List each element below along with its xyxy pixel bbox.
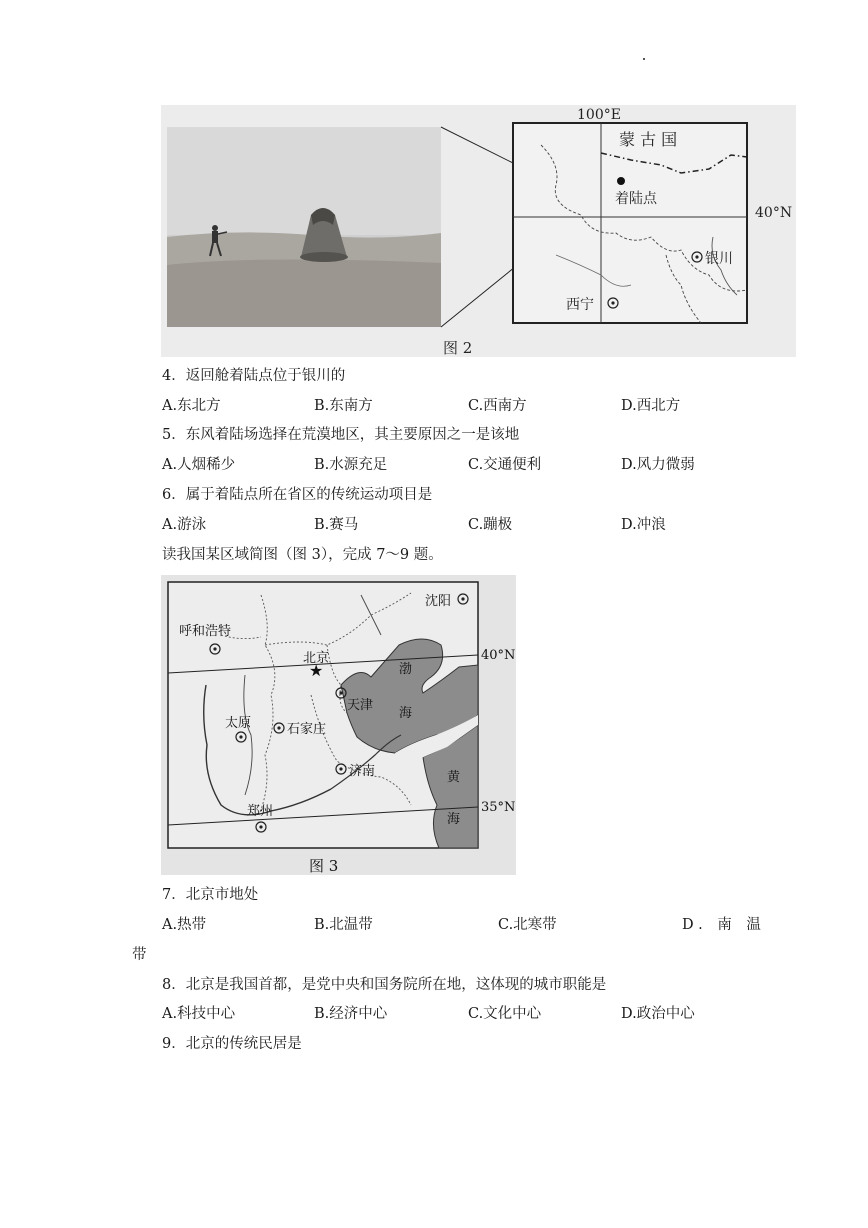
huanghai-label-2: 海 — [447, 812, 461, 827]
meridian-label: 100°E — [577, 107, 621, 123]
taiyuan-label: 太原 — [225, 716, 252, 731]
lat35-label: 35°N — [481, 800, 516, 815]
question-4-stem: 4．返回舱着陆点位于银川的 — [162, 368, 346, 384]
q4-option-a: A.东北方 — [162, 398, 221, 414]
page-mark — [643, 58, 645, 60]
parallel-label: 40°N — [755, 205, 793, 221]
figure-2-caption: 图 2 — [443, 339, 473, 357]
q7-option-b: B.北温带 — [314, 917, 373, 933]
q4-option-c: C.西南方 — [468, 398, 527, 414]
country-label: 蒙 古 国 — [619, 130, 678, 149]
q8-option-a: A.科技中心 — [162, 1006, 236, 1022]
huhehaote-label: 呼和浩特 — [179, 624, 232, 639]
q7-option-d: D. 南 温 — [682, 917, 766, 933]
question-7-stem: 7．北京市地处 — [162, 887, 259, 903]
question-9-stem: 9．北京的传统民居是 — [162, 1036, 302, 1052]
landing-label: 着陆点 — [615, 191, 657, 207]
figure-2-graphic — [161, 105, 796, 357]
section-intro: 读我国某区域简图（图 3），完成 7～9 题。 — [162, 547, 443, 563]
q8-option-d: D.政治中心 — [621, 1006, 695, 1022]
beijing-star-icon: ★ — [309, 661, 324, 680]
q7-option-a: A.热带 — [162, 917, 207, 933]
q5-option-a: A.人烟稀少 — [162, 457, 236, 473]
question-8-stem: 8．北京是我国首都，是党中央和国务院所在地，这体现的城市职能是 — [162, 977, 607, 993]
huanghai-label-1: 黄 — [447, 770, 461, 785]
landing-point-marker — [617, 177, 625, 185]
q5-option-d: D.风力微弱 — [621, 457, 695, 473]
bohai-label-2: 海 — [399, 706, 413, 721]
yinchuan-label: 银川 — [705, 251, 733, 267]
q5-option-c: C.交通便利 — [468, 457, 542, 473]
q8-option-b: B.经济中心 — [314, 1006, 388, 1022]
q7-option-d-wrap: 带 — [132, 947, 147, 963]
q6-option-c: C.蹦极 — [468, 517, 513, 533]
jinan-label: 济南 — [349, 764, 376, 779]
q7-option-c: C.北寒带 — [498, 917, 557, 933]
bohai-label-1: 渤 — [399, 662, 413, 677]
figure-2 — [161, 105, 796, 357]
figure-3-graphic — [161, 575, 516, 875]
question-6-stem: 6．属于着陆点所在省区的传统运动项目是 — [162, 487, 433, 503]
question-5-stem: 5．东风着陆场选择在荒漠地区，其主要原因之一是该地 — [162, 427, 520, 443]
shijiazhuang-label: 石家庄 — [287, 722, 327, 737]
q5-option-b: B.水源充足 — [314, 457, 388, 473]
figure-3 — [161, 575, 516, 875]
q6-option-d: D.冲浪 — [621, 517, 666, 533]
q6-option-b: B.赛马 — [314, 517, 359, 533]
lat40-label: 40°N — [481, 648, 516, 663]
q8-option-c: C.文化中心 — [468, 1006, 542, 1022]
q4-option-b: B.东南方 — [314, 398, 373, 414]
figure-3-caption: 图 3 — [309, 857, 339, 875]
q4-option-d: D.西北方 — [621, 398, 681, 414]
tianjin-label: 天津 — [347, 698, 374, 713]
beijing-label: 北京 — [303, 651, 330, 666]
shenyang-label: 沈阳 — [425, 594, 452, 609]
q6-option-a: A.游泳 — [162, 517, 207, 533]
xining-label: 西宁 — [566, 297, 594, 313]
zhengzhou-label: 郑州 — [247, 804, 274, 819]
